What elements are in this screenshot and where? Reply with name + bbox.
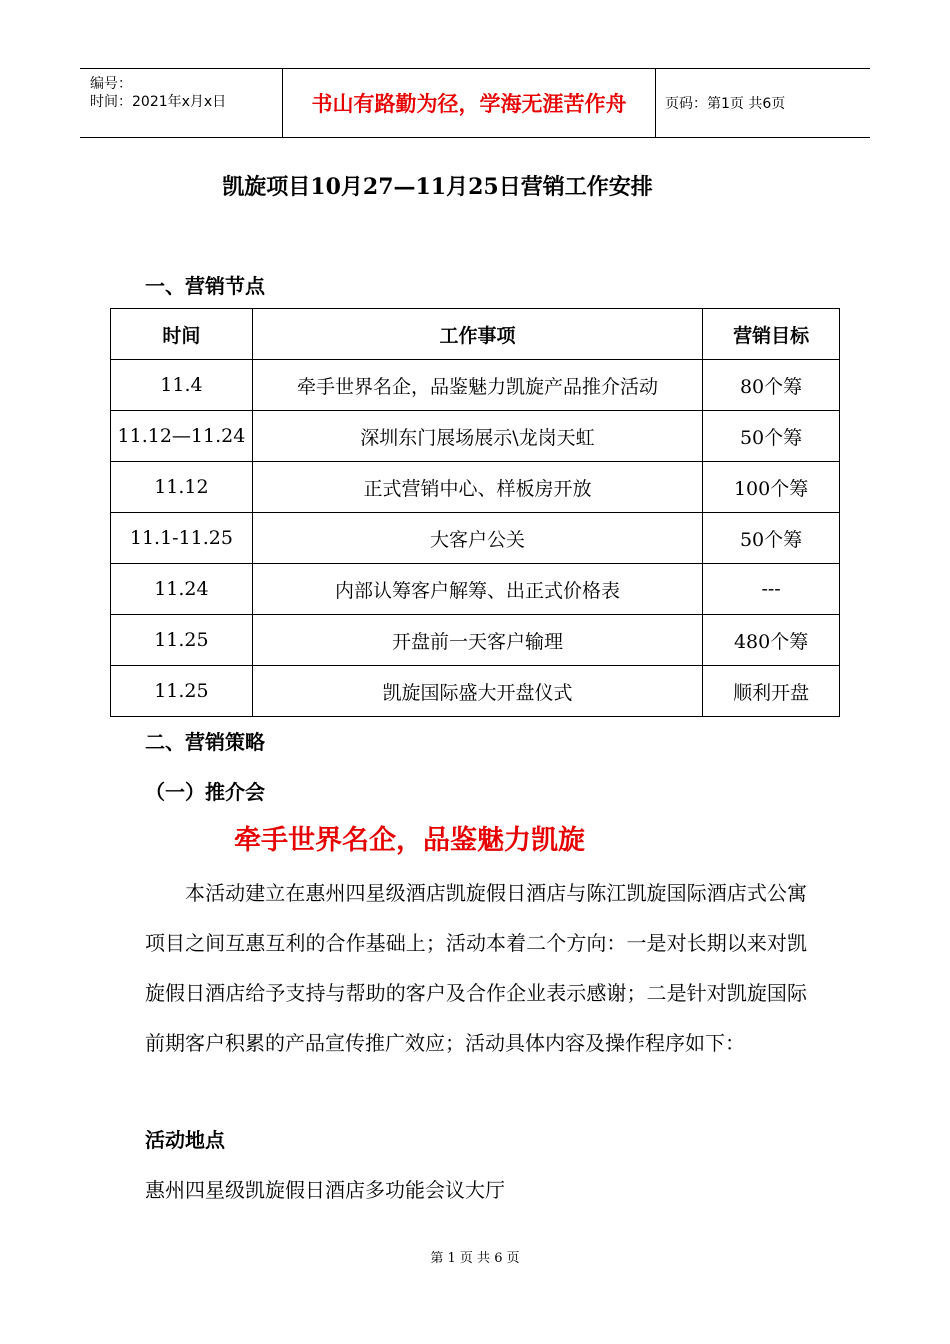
cell-target: 80个筹 — [703, 360, 840, 411]
table-row — [111, 615, 840, 666]
table-row — [111, 360, 840, 411]
cell-target: 100个筹 — [703, 462, 840, 513]
document-title: 凯旋项目10月27—11月25日营销工作安排 — [222, 174, 653, 200]
cell-time: 11.25 — [111, 615, 253, 666]
cell-task: 内部认筹客户解筹、出正式价格表 — [252, 564, 702, 615]
cell-task: 开盘前一天客户输理 — [252, 615, 702, 666]
page-header — [80, 68, 870, 138]
cell-time: 11.24 — [111, 564, 253, 615]
cell-time: 11.25 — [111, 666, 253, 717]
header-page-info: 页码：第1页 共6页 — [665, 96, 786, 112]
column-header-time: 时间 — [111, 309, 253, 360]
cell-task: 大客户公关 — [252, 513, 702, 564]
venue-text: 惠州四星级凯旋假日酒店多功能会议大厅 — [145, 1178, 505, 1202]
section-heading-nodes: 一、营销节点 — [145, 274, 265, 298]
doc-number-label: 编号： — [90, 76, 132, 92]
section-heading-strategy: 二、营销策略 — [145, 730, 265, 754]
cell-task: 正式营销中心、样板房开放 — [252, 462, 702, 513]
venue-label: 活动地点 — [145, 1128, 225, 1152]
cell-target: 顺利开盘 — [703, 666, 840, 717]
column-header-target: 营销目标 — [703, 309, 840, 360]
table-row — [111, 462, 840, 513]
table-row — [111, 513, 840, 564]
subsection-heading-promotion: （一）推介会 — [145, 780, 265, 804]
table-row — [111, 666, 840, 717]
cell-task: 深圳东门展场展示\龙岗天虹 — [252, 411, 702, 462]
table-header-row — [111, 309, 840, 360]
doc-time-label: 时间：2021年x月x日 — [90, 94, 227, 110]
body-paragraph: 本活动建立在惠州四星级酒店凯旋假日酒店与陈江凯旋国际酒店式公寓项目之间互惠互利的合作基础上；活动本着二个方向：一是对长期以来对凯旋假日酒店给予支持与帮助的客户及合作企业表示感谢；二是针对凯旋国际前期客户积累的产品宣传推广效应；活动具体内容及操作程序如下： — [145, 881, 807, 1055]
cell-task: 牵手世界名企，品鉴魅力凯旋产品推介活动 — [252, 360, 702, 411]
column-header-task: 工作事项 — [252, 309, 702, 360]
cell-task: 凯旋国际盛大开盘仪式 — [252, 666, 702, 717]
header-motto: 书山有路勤为径，学海无涯苦作舟 — [282, 69, 656, 137]
cell-target: --- — [703, 564, 840, 615]
marketing-nodes-table — [110, 308, 840, 717]
page-footer: 第 1 页 共 6 页 — [430, 1251, 520, 1266]
cell-target: 50个筹 — [703, 513, 840, 564]
header-meta — [80, 69, 282, 137]
cell-target: 50个筹 — [703, 411, 840, 462]
cell-time: 11.12 — [111, 462, 253, 513]
cell-time: 11.4 — [111, 360, 253, 411]
table-row — [111, 411, 840, 462]
event-slogan: 牵手世界名企，品鉴魅力凯旋 — [234, 825, 585, 856]
table-row — [111, 564, 840, 615]
cell-time: 11.12—11.24 — [111, 411, 253, 462]
cell-target: 480个筹 — [703, 615, 840, 666]
cell-time: 11.1-11.25 — [111, 513, 253, 564]
